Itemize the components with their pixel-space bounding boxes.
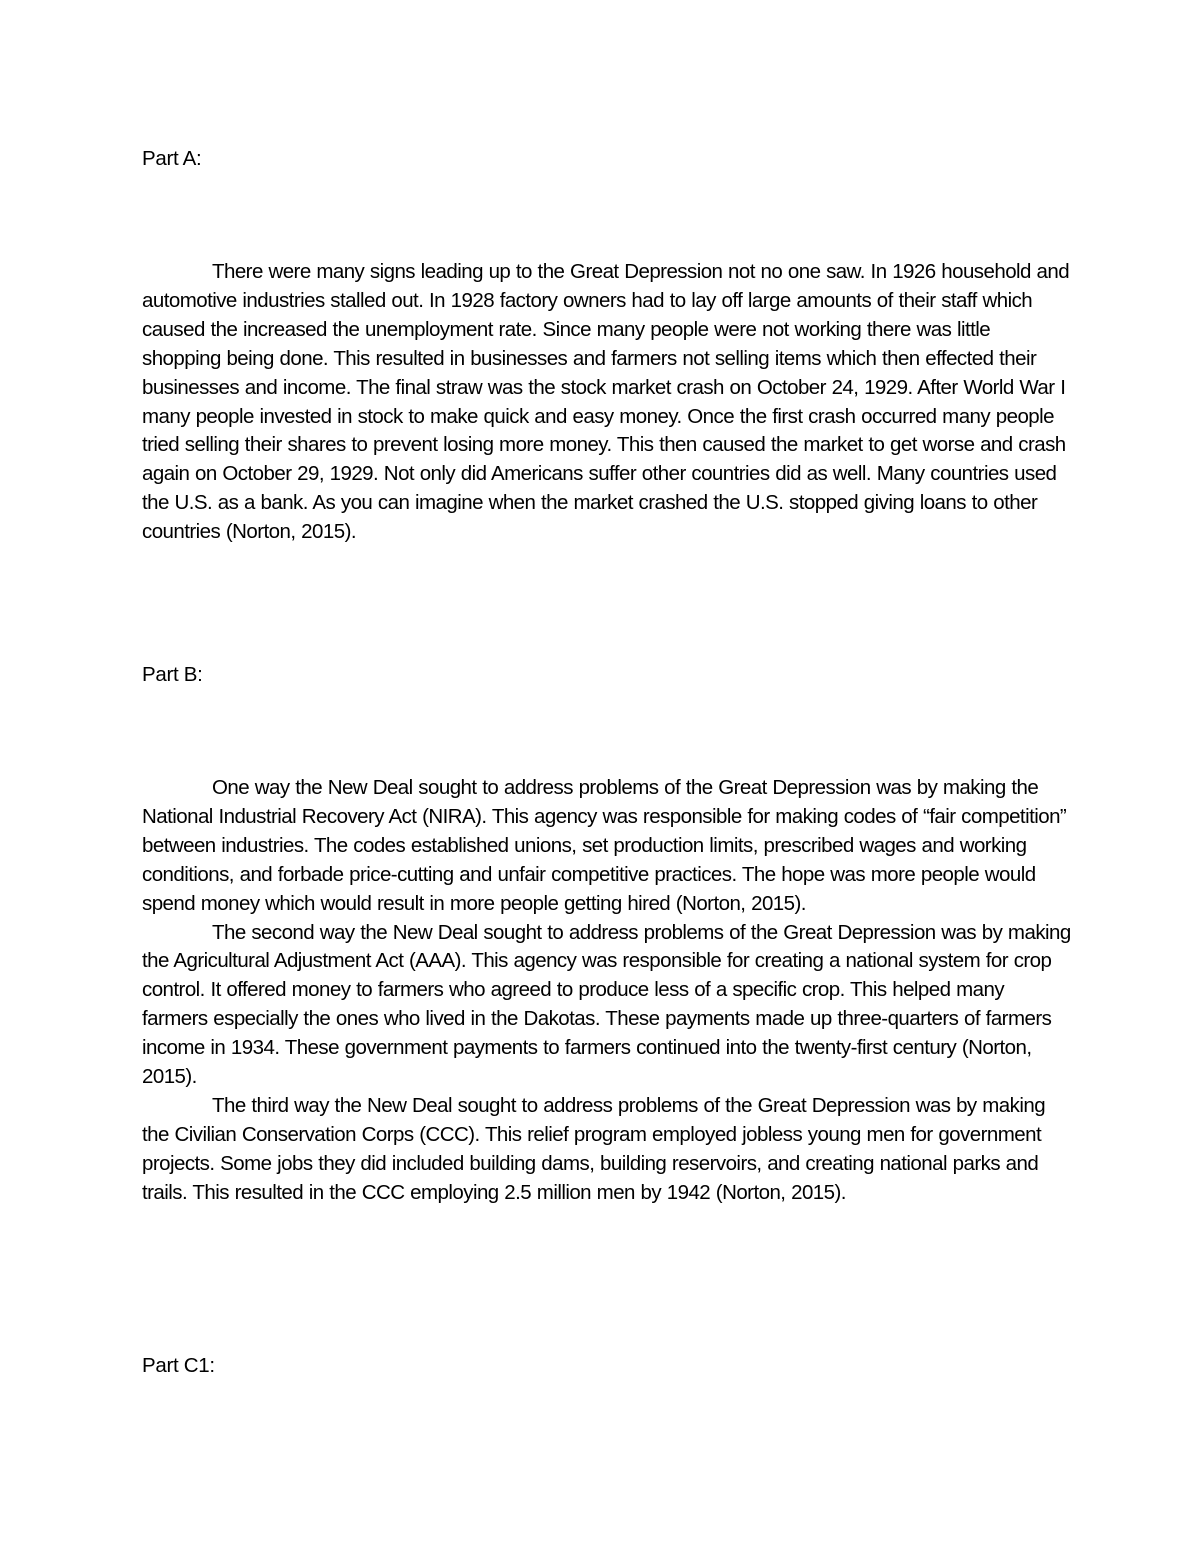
part-b-paragraph-3: The third way the New Deal sought to address problems of the Great Depression was by making the Civilian Conservation Corps (CCC). This relief program employed jobless young men for government projects. Some jobs they did included building dams, building reservoirs, and creating national parks and trails. This resulted in the CCC employing 2.5 million men by 1942 (Norton, 2015). xyxy=(142,1093,1046,1204)
part-a-paragraph: There were many signs leading up to the Great Depression not no one saw. In 1926 household and automotive industries stalled out. In 1928 factory owners had to lay off large amounts of their staff which caused the increased the unemployment rate. Since many people were not working there was little shopping being done. This resulted in businesses and farmers not selling items which then effected their businesses and income. The final straw was the stock market crash on October 24, 1929. After World War I many people invested in stock to make quick and easy money. Once the first crash occurred many people tried selling their shares to prevent losing more money. This then caused the market to get worse and crash again on October 29, 1929. Not only did Americans suffer other countries did as well. Many countries used the U.S. as a bank. As you can imagine when the market crashed the U.S. stopped giving loans to other countries (Norton, 2015). xyxy=(142,260,1070,544)
part-a-heading: Part A: xyxy=(142,147,202,170)
part-a-body xyxy=(142,258,1072,547)
part-c1-heading: Part C1: xyxy=(142,1354,215,1377)
part-b-body xyxy=(142,774,1072,1208)
part-b-heading: Part B: xyxy=(142,663,203,686)
part-b-paragraph-1: One way the New Deal sought to address problems of the Great Depression was by making the National Industrial Recovery Act (NIRA). This agency was responsible for making codes of “fair competition” between industries. The codes established unions, set production limits, prescribed wages and working conditions, and forbade price-cutting and unfair competitive practices. The hope was more people would spend money which would result in more people getting hired (Norton, 2015). xyxy=(142,776,1067,915)
part-b-paragraph-2: The second way the New Deal sought to address problems of the Great Depression was by making the Agricultural Adjustment Act (AAA). This agency was responsible for creating a national system for crop control. It offered money to farmers who agreed to produce less of a specific crop. This helped many farmers especially the ones who lived in the Dakotas. These payments made up three-quarters of farmers income in 1934. These government payments to farmers continued into the twenty-first century (Norton, 2015). xyxy=(142,920,1071,1089)
